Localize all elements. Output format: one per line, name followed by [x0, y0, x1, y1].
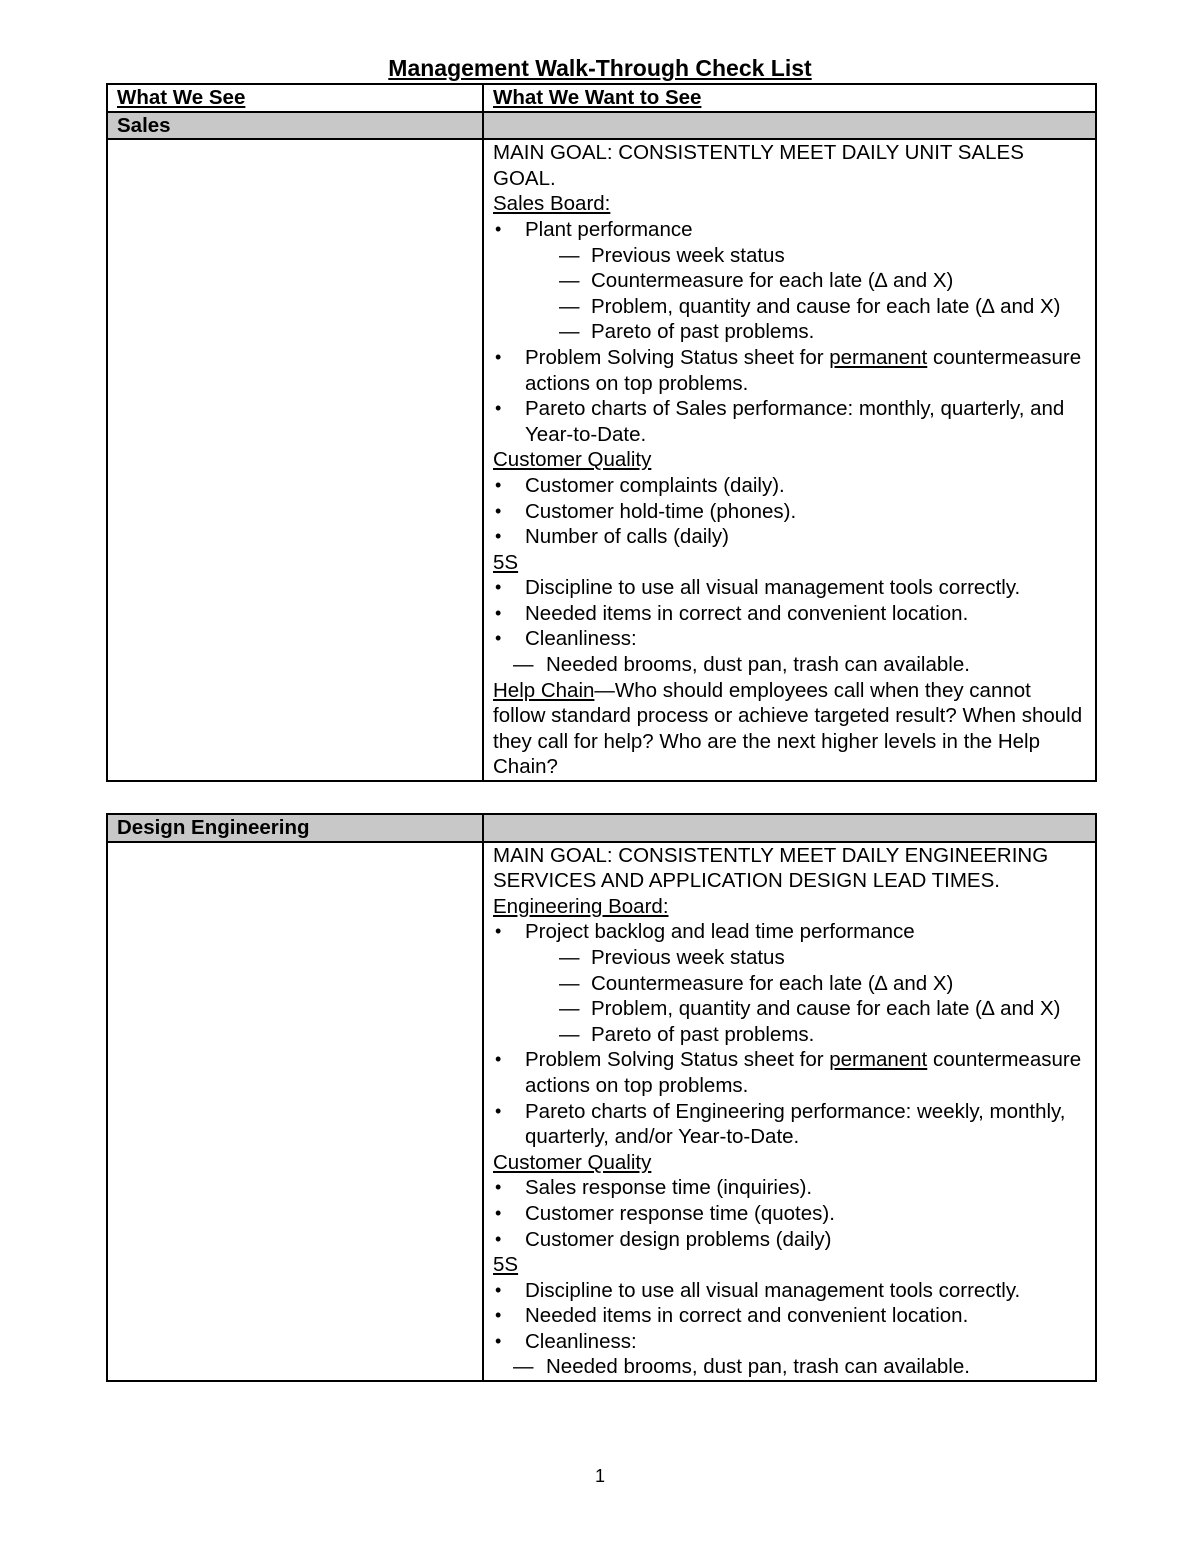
header-what-we-see: What We See	[107, 84, 483, 112]
section-row-design-engineering	[107, 814, 1096, 842]
list-item	[493, 217, 1086, 345]
board-list	[493, 919, 1086, 1149]
sub-list-item: — Countermeasure for each late (∆ and X)	[525, 971, 1086, 997]
fives-heading: 5S	[493, 1253, 519, 1277]
what-we-want-cell	[483, 842, 1096, 1381]
what-we-see-cell	[107, 139, 483, 781]
list-item: • Cleanliness:	[493, 626, 1086, 652]
quality-heading: Customer Quality	[493, 448, 652, 472]
list-item-text: Problem Solving Status sheet for	[525, 1048, 830, 1072]
sub-list	[525, 945, 1086, 1047]
sub-list	[525, 243, 1086, 345]
help-chain-paragraph	[493, 678, 1086, 780]
sales-checklist-table	[106, 83, 1097, 782]
list-item: • Cleanliness:	[493, 1329, 1086, 1355]
sub-list	[493, 1354, 1086, 1380]
list-item-text: Problem Solving Status sheet for	[525, 345, 830, 369]
list-item: • Pareto charts of Engineering performance: weekly, monthly, quarterly, and/or Year-to-Date.	[493, 1099, 1086, 1150]
sub-list-item: — Needed brooms, dust pan, trash can available.	[493, 652, 1086, 678]
help-chain-text: —Who should employees call when they cannot follow standard process or achieve targeted result? When should they call for help? Who are the next higher levels in the Help Chain?	[493, 678, 1083, 779]
section-row-sales	[107, 112, 1096, 140]
section-blank-cell	[483, 112, 1096, 140]
board-heading: Sales Board:	[493, 192, 611, 216]
list-item: • Customer response time (quotes).	[493, 1201, 1086, 1227]
sub-list-item: — Pareto of past problems.	[525, 1022, 1086, 1048]
fives-list	[493, 575, 1086, 652]
list-item: • Discipline to use all visual management tools correctly.	[493, 1278, 1086, 1304]
section-title-design-engineering: Design Engineering	[107, 814, 483, 842]
list-item-text: countermeasure actions on top problems.	[525, 1048, 1082, 1097]
sub-list	[493, 652, 1086, 678]
list-item: • Customer complaints (daily).	[493, 473, 1086, 499]
main-goal: MAIN GOAL: CONSISTENTLY MEET DAILY ENGINEERING SERVICES AND APPLICATION DESIGN LEAD TIMES.	[493, 843, 1049, 893]
board-heading: Engineering Board:	[493, 894, 669, 918]
sub-list-item: — Problem, quantity and cause for each late (∆ and X)	[525, 996, 1086, 1022]
list-item	[493, 919, 1086, 1047]
header-row	[107, 84, 1096, 112]
list-item-text: Project backlog and lead time performance	[525, 920, 915, 944]
sub-list-item: — Problem, quantity and cause for each late (∆ and X)	[525, 294, 1086, 320]
list-item: • Number of calls (daily)	[493, 524, 1086, 550]
design-engineering-checklist-table	[106, 813, 1097, 1382]
sub-list-item: — Needed brooms, dust pan, trash can available.	[493, 1354, 1086, 1380]
list-item-text: Plant performance	[525, 217, 693, 241]
what-we-want-cell	[483, 139, 1096, 781]
section-title-sales: Sales	[107, 112, 483, 140]
list-item: • Sales response time (inquiries).	[493, 1175, 1086, 1201]
sub-list-item: — Countermeasure for each late (∆ and X)	[525, 268, 1086, 294]
list-item	[493, 1047, 1086, 1098]
what-we-see-cell	[107, 842, 483, 1381]
content-row-design-engineering	[107, 842, 1096, 1381]
list-item: • Pareto charts of Sales performance: monthly, quarterly, and Year-to-Date.	[493, 396, 1086, 447]
list-item: • Needed items in correct and convenient location.	[493, 1303, 1086, 1329]
main-goal: MAIN GOAL: CONSISTENTLY MEET DAILY UNIT SALES GOAL.	[493, 141, 1024, 190]
page-number: 1	[594, 1466, 605, 1486]
sub-list-item: — Previous week status	[525, 243, 1086, 269]
quality-list	[493, 473, 1086, 550]
content-row-sales	[107, 139, 1096, 781]
page-title: Management Walk-Through Check List	[388, 55, 812, 81]
section-blank-cell	[483, 814, 1096, 842]
board-list	[493, 217, 1086, 447]
list-item: • Customer design problems (daily)	[493, 1227, 1086, 1253]
list-item	[493, 345, 1086, 396]
list-item: • Needed items in correct and convenient location.	[493, 601, 1086, 627]
list-item: • Customer hold-time (phones).	[493, 499, 1086, 525]
quality-list	[493, 1175, 1086, 1252]
header-what-we-want-to-see: What We Want to See	[483, 84, 1096, 112]
help-chain-heading: Help Chain	[493, 678, 595, 702]
sub-list-item: — Pareto of past problems.	[525, 319, 1086, 345]
fives-list	[493, 1278, 1086, 1355]
sub-list-item: — Previous week status	[525, 945, 1086, 971]
list-item: • Discipline to use all visual management tools correctly.	[493, 575, 1086, 601]
list-item-text: countermeasure actions on top problems.	[525, 345, 1082, 395]
fives-heading: 5S	[493, 550, 519, 574]
emphasis-permanent: permanent	[829, 1048, 928, 1072]
emphasis-permanent: permanent	[829, 345, 928, 369]
quality-heading: Customer Quality	[493, 1150, 652, 1174]
